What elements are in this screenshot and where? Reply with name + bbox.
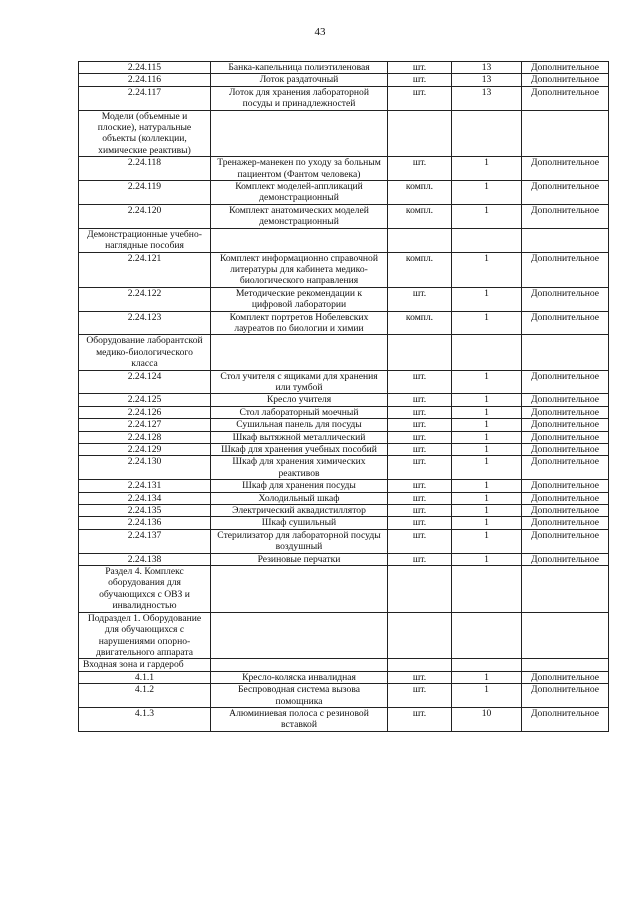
- item-type: Дополнительное: [522, 529, 609, 553]
- item-quantity: 1: [452, 456, 522, 480]
- item-unit: компл.: [388, 311, 452, 335]
- item-quantity: 1: [452, 181, 522, 205]
- item-name: Электрический аквадистиллятор: [211, 505, 388, 517]
- item-name: Банка-капельница полиэтиленовая: [211, 62, 388, 74]
- equipment-table: [78, 61, 609, 732]
- item-unit: шт.: [388, 671, 452, 683]
- item-type: Дополнительное: [522, 419, 609, 431]
- item-code: 2.24.131: [79, 480, 211, 492]
- table-row: [79, 370, 609, 394]
- item-code: 2.24.120: [79, 204, 211, 228]
- item-code: 2.24.130: [79, 456, 211, 480]
- table-row: [79, 252, 609, 287]
- item-name: Комплект анатомических моделей демонстрационный: [211, 204, 388, 228]
- item-name: Шкаф для хранения учебных пособий: [211, 444, 388, 456]
- table-row: [79, 419, 609, 431]
- item-code: 2.24.121: [79, 252, 211, 287]
- item-unit: шт.: [388, 419, 452, 431]
- item-type: Дополнительное: [522, 311, 609, 335]
- page-number: 43: [314, 26, 326, 38]
- item-quantity: 1: [452, 287, 522, 311]
- item-code: 2.24.126: [79, 406, 211, 418]
- table-row: [79, 394, 609, 406]
- section-title: Раздел 4. Комплекс оборудования для обучающихся с ОВЗ и инвалидностью: [79, 566, 211, 613]
- empty-cell: [211, 110, 388, 157]
- empty-cell: [211, 228, 388, 252]
- table-row: [79, 529, 609, 553]
- item-code: 2.24.118: [79, 157, 211, 181]
- empty-cell: [388, 659, 452, 671]
- item-unit: компл.: [388, 181, 452, 205]
- section-title: Модели (объемные и плоские), натуральные объекты (коллекции, химические реактивы): [79, 110, 211, 157]
- item-unit: шт.: [388, 431, 452, 443]
- empty-cell: [388, 110, 452, 157]
- empty-cell: [522, 566, 609, 613]
- item-unit: шт.: [388, 456, 452, 480]
- empty-cell: [522, 612, 609, 659]
- item-unit: шт.: [388, 492, 452, 504]
- item-name: Стерилизатор для лабораторной посуды воздушный: [211, 529, 388, 553]
- item-type: Дополнительное: [522, 444, 609, 456]
- empty-cell: [522, 659, 609, 671]
- item-type: Дополнительное: [522, 394, 609, 406]
- empty-cell: [388, 566, 452, 613]
- item-name: Кресло-коляска инвалидная: [211, 671, 388, 683]
- item-name: Комплект информационно справочной литературы для кабинета медико-биологического направления: [211, 252, 388, 287]
- item-quantity: 13: [452, 74, 522, 86]
- item-type: Дополнительное: [522, 671, 609, 683]
- item-code: 2.24.117: [79, 86, 211, 110]
- item-type: Дополнительное: [522, 456, 609, 480]
- item-code: 2.24.124: [79, 370, 211, 394]
- item-type: Дополнительное: [522, 505, 609, 517]
- item-quantity: 1: [452, 419, 522, 431]
- empty-cell: [211, 659, 388, 671]
- section-row: [79, 228, 609, 252]
- empty-cell: [388, 335, 452, 370]
- table-row: [79, 157, 609, 181]
- item-quantity: 1: [452, 394, 522, 406]
- item-type: Дополнительное: [522, 406, 609, 418]
- table-row: [79, 287, 609, 311]
- section-row: [79, 110, 609, 157]
- item-name: Стол лабораторный моечный: [211, 406, 388, 418]
- item-unit: шт.: [388, 370, 452, 394]
- table-row: [79, 311, 609, 335]
- item-unit: шт.: [388, 394, 452, 406]
- empty-cell: [211, 566, 388, 613]
- item-unit: шт.: [388, 529, 452, 553]
- item-name: Беспроводная система вызова помощника: [211, 684, 388, 708]
- item-unit: шт.: [388, 684, 452, 708]
- item-quantity: 1: [452, 505, 522, 517]
- table-row: [79, 684, 609, 708]
- item-unit: шт.: [388, 517, 452, 529]
- section-title: Демонстрационные учебно-наглядные пособия: [79, 228, 211, 252]
- section-row: [79, 566, 609, 613]
- item-code: 2.24.119: [79, 181, 211, 205]
- table-row: [79, 707, 609, 731]
- item-quantity: 1: [452, 204, 522, 228]
- item-name: Резиновые перчатки: [211, 553, 388, 565]
- item-name: Стол учителя с ящиками для хранения или тумбой: [211, 370, 388, 394]
- section-title: Оборудование лаборантской медико-биологического класса: [79, 335, 211, 370]
- item-unit: шт.: [388, 406, 452, 418]
- table-row: [79, 505, 609, 517]
- empty-cell: [211, 612, 388, 659]
- item-type: Дополнительное: [522, 707, 609, 731]
- item-name: Методические рекомендации к цифровой лаборатории: [211, 287, 388, 311]
- item-quantity: 1: [452, 444, 522, 456]
- empty-cell: [522, 110, 609, 157]
- item-unit: шт.: [388, 74, 452, 86]
- item-name: Комплект портретов Нобелевских лауреатов по биологии и химии: [211, 311, 388, 335]
- empty-cell: [522, 228, 609, 252]
- item-code: 4.1.2: [79, 684, 211, 708]
- section-title: Входная зона и гардероб: [79, 659, 211, 671]
- empty-cell: [388, 228, 452, 252]
- item-quantity: 1: [452, 529, 522, 553]
- item-unit: шт.: [388, 62, 452, 74]
- item-name: Сушильная панель для посуды: [211, 419, 388, 431]
- item-quantity: 1: [452, 252, 522, 287]
- table-row: [79, 492, 609, 504]
- item-code: 2.24.122: [79, 287, 211, 311]
- empty-cell: [452, 228, 522, 252]
- item-name: Комплект моделей-аппликаций демонстрационный: [211, 181, 388, 205]
- item-name: Тренажер-манекен по уходу за больным пациентом (Фантом человека): [211, 157, 388, 181]
- item-type: Дополнительное: [522, 287, 609, 311]
- empty-cell: [452, 335, 522, 370]
- item-unit: шт.: [388, 707, 452, 731]
- item-quantity: 1: [452, 684, 522, 708]
- item-code: 4.1.3: [79, 707, 211, 731]
- item-code: 2.24.128: [79, 431, 211, 443]
- item-quantity: 1: [452, 492, 522, 504]
- item-type: Дополнительное: [522, 431, 609, 443]
- section-row: [79, 659, 609, 671]
- section-row: [79, 612, 609, 659]
- table-row: [79, 480, 609, 492]
- table-row: [79, 62, 609, 74]
- item-code: 2.24.115: [79, 62, 211, 74]
- table-row: [79, 86, 609, 110]
- item-code: 2.24.136: [79, 517, 211, 529]
- table-row: [79, 74, 609, 86]
- item-unit: шт.: [388, 505, 452, 517]
- item-quantity: 1: [452, 553, 522, 565]
- table-row: [79, 517, 609, 529]
- item-type: Дополнительное: [522, 86, 609, 110]
- item-code: 2.24.116: [79, 74, 211, 86]
- item-quantity: 1: [452, 311, 522, 335]
- table-row: [79, 204, 609, 228]
- item-name: Шкаф для хранения химических реактивов: [211, 456, 388, 480]
- table-row: [79, 181, 609, 205]
- item-code: 2.24.135: [79, 505, 211, 517]
- item-code: 2.24.138: [79, 553, 211, 565]
- item-name: Шкаф для хранения посуды: [211, 480, 388, 492]
- table-row: [79, 456, 609, 480]
- item-unit: шт.: [388, 444, 452, 456]
- item-quantity: 1: [452, 517, 522, 529]
- item-code: 4.1.1: [79, 671, 211, 683]
- item-type: Дополнительное: [522, 204, 609, 228]
- section-title: Подраздел 1. Оборудование для обучающихся с нарушениями опорно-двигательного аппарата: [79, 612, 211, 659]
- empty-cell: [452, 566, 522, 613]
- item-type: Дополнительное: [522, 492, 609, 504]
- item-quantity: 13: [452, 86, 522, 110]
- item-unit: компл.: [388, 252, 452, 287]
- item-name: Кресло учителя: [211, 394, 388, 406]
- item-type: Дополнительное: [522, 553, 609, 565]
- empty-cell: [452, 110, 522, 157]
- item-quantity: 13: [452, 62, 522, 74]
- item-type: Дополнительное: [522, 157, 609, 181]
- item-unit: шт.: [388, 553, 452, 565]
- item-quantity: 1: [452, 480, 522, 492]
- item-quantity: 10: [452, 707, 522, 731]
- item-type: Дополнительное: [522, 517, 609, 529]
- item-name: Лоток для хранения лабораторной посуды и принадлежностей: [211, 86, 388, 110]
- item-code: 2.24.134: [79, 492, 211, 504]
- item-unit: шт.: [388, 157, 452, 181]
- item-code: 2.24.123: [79, 311, 211, 335]
- item-type: Дополнительное: [522, 62, 609, 74]
- empty-cell: [211, 335, 388, 370]
- table-row: [79, 431, 609, 443]
- table-row: [79, 553, 609, 565]
- item-type: Дополнительное: [522, 181, 609, 205]
- item-type: Дополнительное: [522, 480, 609, 492]
- item-code: 2.24.129: [79, 444, 211, 456]
- item-name: Шкаф сушильный: [211, 517, 388, 529]
- item-type: Дополнительное: [522, 684, 609, 708]
- item-code: 2.24.127: [79, 419, 211, 431]
- item-quantity: 1: [452, 157, 522, 181]
- empty-cell: [452, 659, 522, 671]
- item-name: Алюминиевая полоса с резиновой вставкой: [211, 707, 388, 731]
- item-type: Дополнительное: [522, 74, 609, 86]
- item-name: Холодильный шкаф: [211, 492, 388, 504]
- item-quantity: 1: [452, 431, 522, 443]
- table-row: [79, 671, 609, 683]
- item-name: Шкаф вытяжной металлический: [211, 431, 388, 443]
- empty-cell: [452, 612, 522, 659]
- item-unit: шт.: [388, 86, 452, 110]
- empty-cell: [522, 335, 609, 370]
- table-row: [79, 444, 609, 456]
- table-row: [79, 406, 609, 418]
- section-row: [79, 335, 609, 370]
- item-unit: компл.: [388, 204, 452, 228]
- item-quantity: 1: [452, 406, 522, 418]
- item-quantity: 1: [452, 370, 522, 394]
- item-quantity: 1: [452, 671, 522, 683]
- item-unit: шт.: [388, 287, 452, 311]
- empty-cell: [388, 612, 452, 659]
- equipment-table-body: [79, 62, 609, 732]
- item-type: Дополнительное: [522, 370, 609, 394]
- item-type: Дополнительное: [522, 252, 609, 287]
- item-unit: шт.: [388, 480, 452, 492]
- item-code: 2.24.125: [79, 394, 211, 406]
- item-name: Лоток раздаточный: [211, 74, 388, 86]
- item-code: 2.24.137: [79, 529, 211, 553]
